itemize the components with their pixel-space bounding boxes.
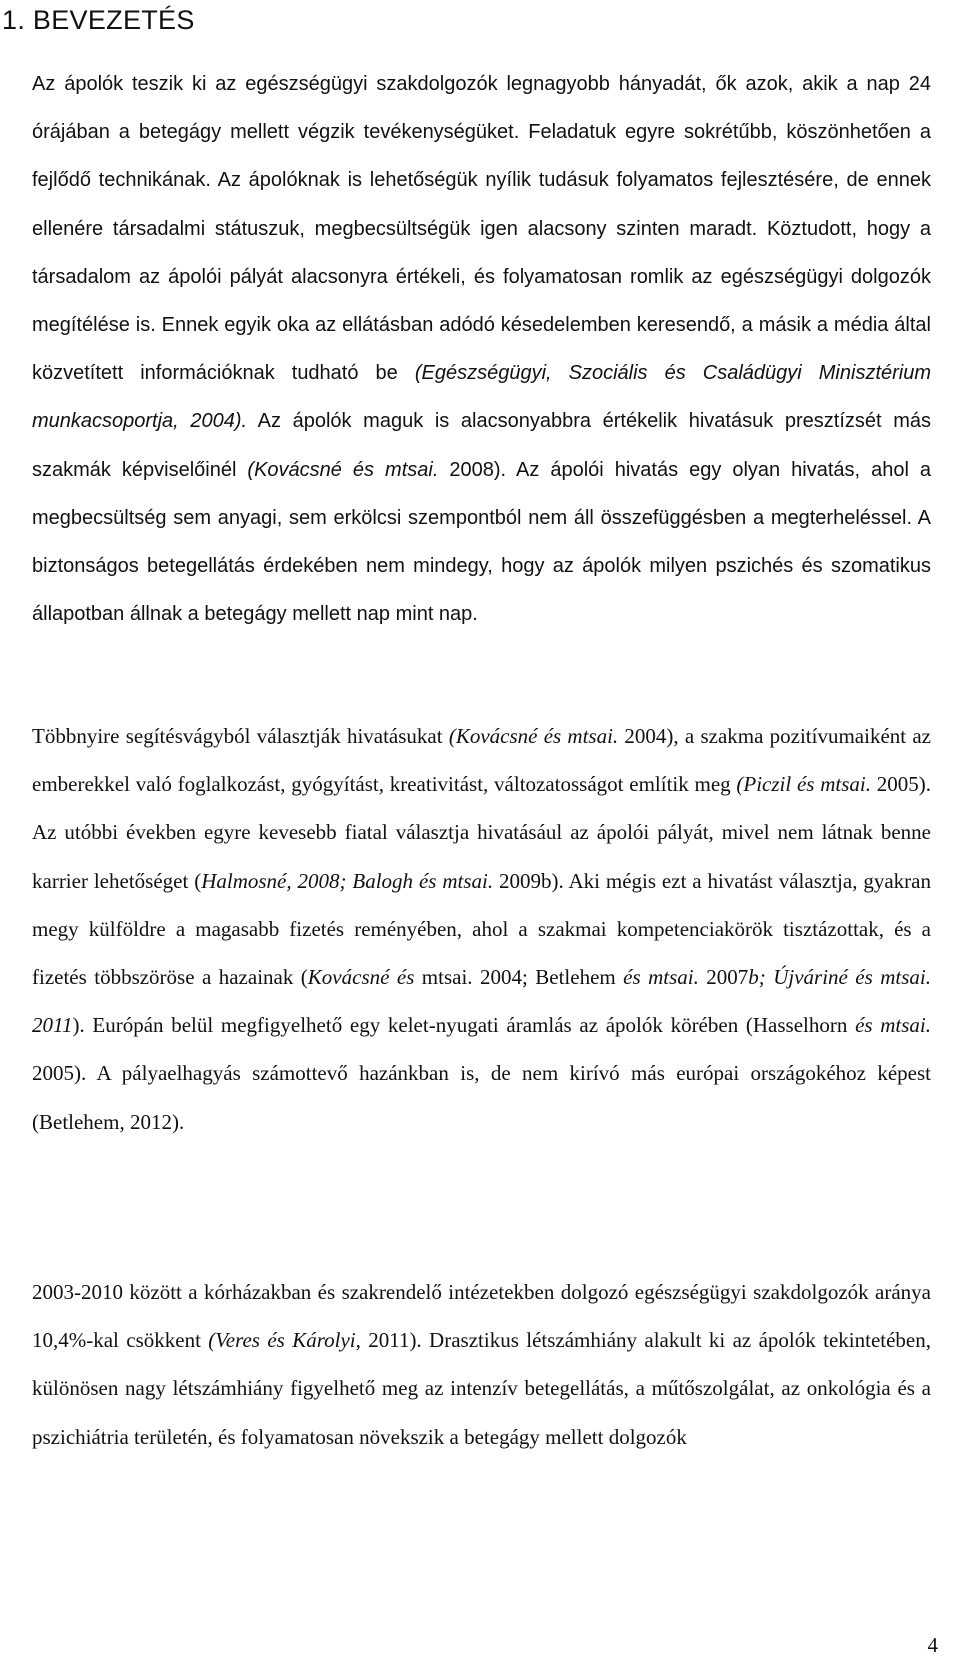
citation-run-3: (Piczil és mtsai. <box>736 772 871 797</box>
citation-run-7: Kovácsné és <box>307 965 415 990</box>
text-run-14: 2005). A pályaelhagyás számottevő hazánkban is, de nem kirívó más európai országokéhoz képest (Betlehem, 2012). <box>32 1061 931 1134</box>
text-run-4: 2008). Az ápolói hivatás egy olyan hivatás, ahol a megbecsültség sem anyagi, sem erkölcsi szempontból nem áll összefüggésben a megterheléssel. A biztonságos betegellátás érdekében nem mindegy, hogy az ápolók milyen pszichés és szomatikus állapotban állnak a betegágy mellett nap mint nap. <box>32 458 932 626</box>
text-run-12: ). Európán belül megfigyelhető egy kelet-nyugati áramlás az ápolók körében (Hasselhorn <box>72 1013 856 1038</box>
citation-run-9: és mtsai. <box>623 965 699 990</box>
text-run-6: 2009b). Aki mégis ezt a hivatást választja, gyakran megy külföldre a magasabb fizetés reményében, ahol a szakmai kompetenciakörök tisztázottak, és a fizetés többszöröse a hazainak ( <box>32 868 931 990</box>
citation-run-13: és mtsai. <box>855 1013 932 1038</box>
text-run-0: Az ápolók teszik ki az egészségügyi szakdolgozók legnagyobb hányadát, ők azok, akik a nap 24 órájában a betegágy mellett végzik tevékenységüket. Feladatuk egyre sokrétűbb, köszönhetően a fejlődő technikának. Az ápolóknak is lehetőségük nyílik tudásuk folyamatos fejlesztésére, de ennek ellenére társadalmi státuszuk, megbecsültségük igen alacsony szinten maradt. Köztudott, hogy a társadalom az ápolói pályát alacsonyra értékeli, és folyamatosan romlik az egészségügyi dolgozók megítélése is. Ennek egyik oka az ellátásban adódó késedelemben keresendő, a másik a média által közvetített információknak tudható be <box>32 73 931 385</box>
page-number: 4 <box>927 1633 938 1657</box>
text-run-4: 2005). Az utóbbi években egyre kevesebb fiatal választja hivatásául az ápolói pályát, mivel nem látnak benne karrier lehetőséget ( <box>32 772 931 893</box>
text-run-2: 2011). Drasztikus létszámhiány alakult ki az ápolók tekintetében, különösen nagy létszámhiány figyelhető meg az intenzív betegellátás, a műtőszolgálat, az onkológia és a pszichiátria területén, és folyamatosan növekszik a betegágy mellett dolgozók <box>32 1328 932 1449</box>
paragraph-3 <box>32 1268 931 1461</box>
citation-run-3: (Kovácsné és mtsai. <box>247 458 439 481</box>
citation-run-1: (Veres és Károlyi, <box>208 1328 361 1353</box>
text-run-0: Többnyire segítésvágyból választják hivatásukat <box>32 724 449 748</box>
citation-run-11: b; Újváriné és mtsai. 2011 <box>32 965 931 1038</box>
text-run-2: 2004), a szakma pozitívumaiként az emberekkel való foglalkozást, gyógyítást, kreativitást, változatosságot említik meg <box>32 724 931 797</box>
text-run-2: Az ápolók maguk is alacsonyabbra értékelik hivatásuk presztízsét más szakmák képviselőinél <box>32 410 931 481</box>
text-run-0: 2003-2010 között a kórházakban és szakrendelő intézetekben dolgozó egészségügyi szakdolgozók aránya 10,4%-kal csökkent <box>32 1280 931 1353</box>
paragraph-2 <box>32 712 931 1146</box>
text-run-10: 2007 <box>698 965 749 990</box>
text-run-8: mtsai. 2004; Betlehem <box>414 965 624 990</box>
citation-run-1: (Kovácsné és mtsai. <box>448 724 619 748</box>
paragraph-1 <box>32 60 931 638</box>
citation-run-1: (Egészségügyi, Szociális és Családügyi Minisztérium munkacsoportja, 2004). <box>32 362 932 433</box>
citation-run-5: Halmosné, 2008; Balogh és mtsai. <box>201 868 494 893</box>
section-heading: 1. BEVEZETÉS <box>2 5 195 35</box>
